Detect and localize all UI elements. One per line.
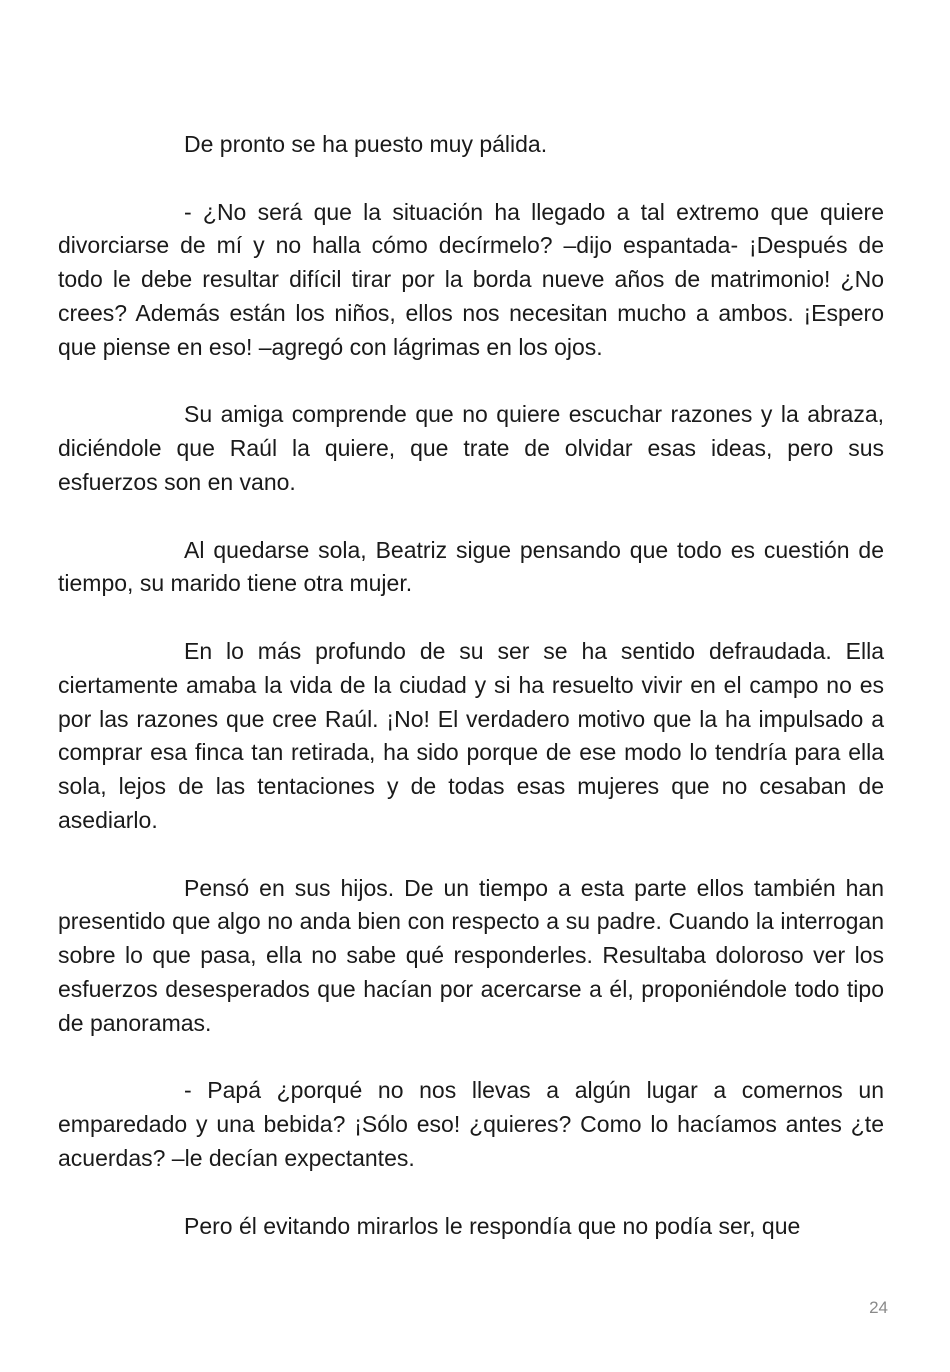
paragraph: Pensó en sus hijos. De un tiempo a esta parte ellos también han presentido que algo no anda bien con respecto a su padre. Cuando la interrogan sobre lo que pasa, ella no sabe qué responderles. Resultaba doloroso ver los esfuerzos desesperados que hacían por acercarse a él, proponiéndole todo tipo de panoramas. xyxy=(58,874,884,1036)
paragraph: Al quedarse sola, Beatriz sigue pensando que todo es cuestión de tiempo, su marido tiene otra mujer. xyxy=(58,536,884,597)
paragraph: Su amiga comprende que no quiere escuchar razones y la abraza, diciéndole que Raúl la quiere, que trate de olvidar esas ideas, pero sus esfuerzos son en vano. xyxy=(58,401,884,495)
paragraph: En lo más profundo de su ser se ha sentido defraudada. Ella ciertamente amaba la vida de la ciudad y si ha resuelto vivir en el campo no es por las razones que cree Raúl. ¡No! El verdadero motivo que la ha impulsado a comprar esa finca tan retirada, ha sido porque de ese modo lo tendría para ella sola, lejos de las tentaciones y de todas esas mujeres que no cesaban de asediarlo. xyxy=(58,637,884,833)
page-number: 24 xyxy=(869,1298,888,1317)
paragraph: - ¿No será que la situación ha llegado a tal extremo que quiere divorciarse de mí y no halla cómo decírmelo? –dijo espantada- ¡Después de todo le debe resultar difícil tirar por la borda nueve años de matrimonio! ¿No crees? Además están los niños, ellos nos necesitan mucho a ambos. ¡Espero que piense en eso! –agregó con lágrimas en los ojos. xyxy=(58,198,884,360)
paragraph: - Papá ¿porqué no nos llevas a algún lugar a comernos un emparedado y una bebida? ¡Sólo eso! ¿quieres? Como lo hacíamos antes ¿te acuerdas? –le decían expectantes. xyxy=(58,1077,884,1171)
body-text xyxy=(58,128,884,1243)
paragraph: Pero él evitando mirarlos le respondía que no podía ser, que xyxy=(184,1212,801,1239)
paragraph: De pronto se ha puesto muy pálida. xyxy=(184,131,548,157)
